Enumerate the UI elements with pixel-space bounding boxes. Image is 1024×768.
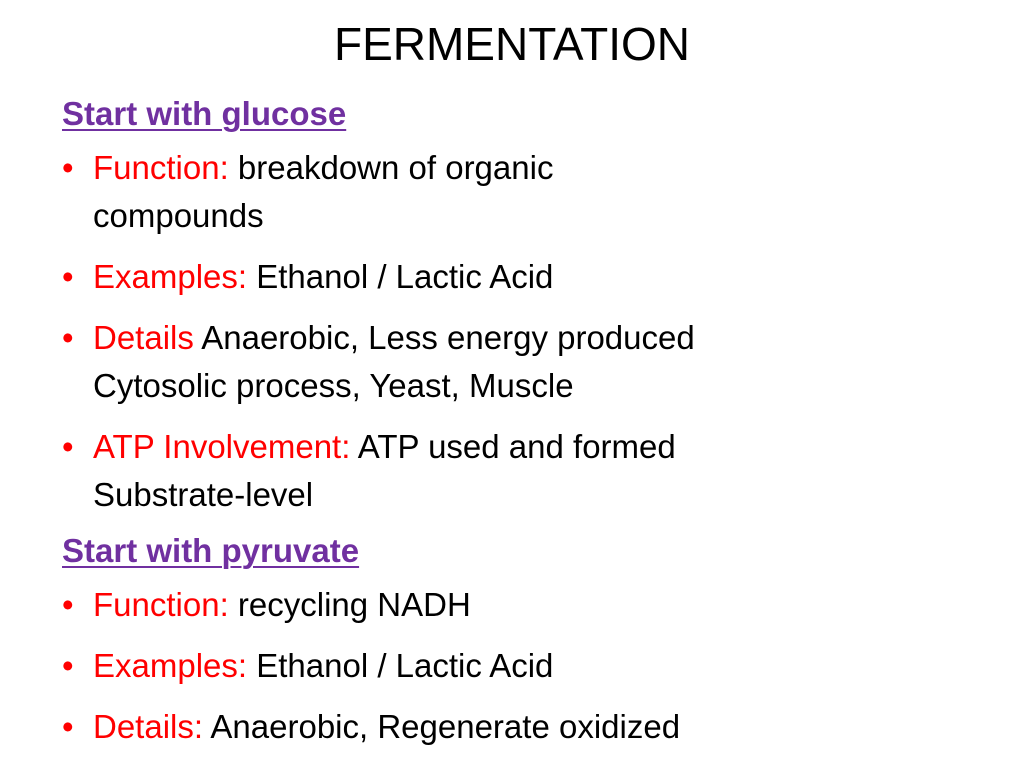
bullet-details: [62, 314, 962, 410]
bullet-label: Examples:: [93, 258, 248, 295]
slide-content: [62, 90, 962, 759]
slide-title: FERMENTATION: [333, 18, 691, 70]
bullet-line: [93, 423, 962, 471]
bullet-line: [93, 253, 962, 301]
bullet-text-continued: Substrate-level: [93, 476, 314, 513]
bullet-dot-icon: •: [62, 319, 74, 356]
bullet-line: [93, 703, 962, 751]
bullet-list-pyruvate: [62, 581, 962, 751]
bullet-dot-icon: •: [62, 428, 74, 465]
bullet-text: Anaerobic, Less energy produced: [201, 319, 695, 356]
bullet-text-continued: compounds: [93, 197, 264, 234]
bullet-text: Anaerobic, Regenerate oxidized: [210, 708, 681, 745]
bullet-label: Function:: [93, 586, 229, 623]
bullet-dot-icon: •: [62, 586, 74, 623]
bullet-list-glucose: [62, 144, 962, 519]
bullet-text-continued: Cytosolic process, Yeast, Muscle: [93, 367, 574, 404]
bullet-function: [62, 581, 962, 629]
bullet-line: [93, 581, 962, 629]
bullet-text: recycling NADH: [237, 586, 471, 623]
bullet-examples: [62, 253, 962, 301]
bullet-label: Function:: [93, 149, 229, 186]
bullet-function: [62, 144, 962, 240]
bullet-text: Ethanol / Lactic Acid: [256, 258, 554, 295]
bullet-details: [62, 703, 962, 751]
bullet-line: [93, 144, 962, 192]
bullet-line: [93, 642, 962, 690]
bullet-dot-icon: •: [62, 708, 74, 745]
bullet-atp-involvement: [62, 423, 962, 519]
bullet-label: ATP Involvement:: [93, 428, 351, 465]
bullet-text: Ethanol / Lactic Acid: [256, 647, 554, 684]
bullet-label: Examples:: [93, 647, 248, 684]
bullet-examples: [62, 642, 962, 690]
section-heading-glucose: Start with glucose: [62, 95, 347, 132]
bullet-line: [93, 314, 962, 362]
bullet-label: Details:: [93, 708, 204, 745]
section-heading-pyruvate: Start with pyruvate: [62, 532, 360, 569]
bullet-label: Details: [93, 319, 194, 356]
bullet-dot-icon: •: [62, 258, 74, 295]
bullet-dot-icon: •: [62, 149, 74, 186]
bullet-text: ATP used and formed: [357, 428, 676, 465]
bullet-dot-icon: •: [62, 647, 74, 684]
bullet-text: breakdown of organic: [237, 149, 554, 186]
